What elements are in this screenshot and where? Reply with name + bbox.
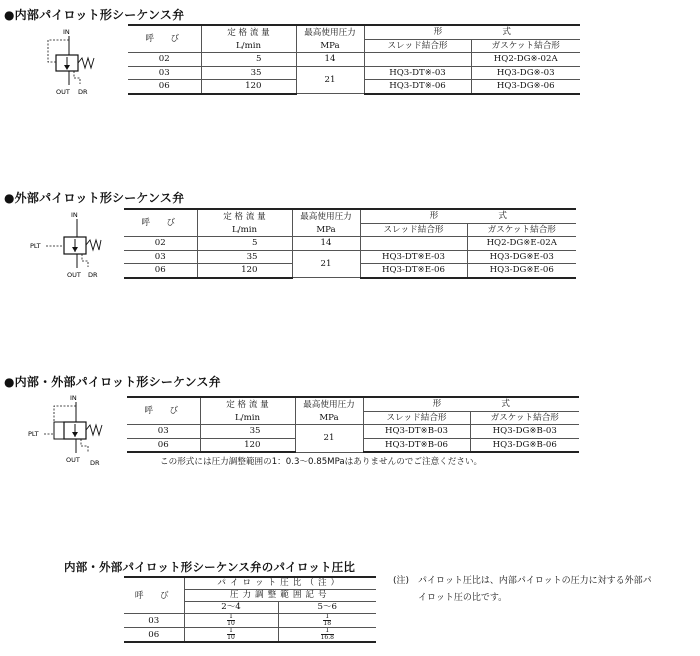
spec-table-external <box>124 208 576 279</box>
spec-table-internal <box>128 24 580 95</box>
header-pressure-unit: MPa <box>296 39 364 53</box>
cell-gasket: HQ2-DG※-02A <box>471 53 580 67</box>
header-yobi: 呼 び <box>127 397 200 425</box>
cell-flow: 120 <box>200 438 295 452</box>
table-row <box>124 628 376 643</box>
header-flow: 定 格 流 量 <box>201 25 296 39</box>
header-yobi: 呼 び <box>124 209 197 237</box>
table-header-row <box>127 397 579 411</box>
header-thread: スレッド結合形 <box>360 223 467 237</box>
table-header-row <box>124 577 376 590</box>
port-out-label: OUT <box>66 456 80 464</box>
cell-flow: 35 <box>201 66 296 80</box>
cell-yobi: 03 <box>124 614 184 628</box>
valve-symbol-internal-external <box>28 389 104 467</box>
port-dr-label: DR <box>78 88 88 96</box>
cell-thread: HQ3-DT※-06 <box>364 80 471 94</box>
port-out-label: OUT <box>67 271 81 279</box>
header-pressure: 最高使用圧力 <box>292 209 360 223</box>
fraction: $\frac{1}{16.8}$ <box>320 627 334 641</box>
cell-flow: 5 <box>201 53 296 67</box>
fraction: $\frac{1}{10}$ <box>227 613 235 627</box>
header-col1: 2～4 <box>184 602 278 614</box>
cell-yobi: 02 <box>124 237 197 251</box>
header-flow: 定 格 流 量 <box>200 397 295 411</box>
cell-yobi: 03 <box>128 66 201 80</box>
cell-thread: HQ3-DT※-03 <box>364 66 471 80</box>
cell-flow: 120 <box>197 264 292 278</box>
ratio-title: 内部・外部パイロット形シーケンス弁のパイロット圧比 <box>64 560 356 574</box>
cell-ratio <box>278 614 376 628</box>
port-in-label: IN <box>70 394 77 402</box>
cell-thread: HQ3-DT※B-06 <box>363 438 470 452</box>
cell-flow: 35 <box>197 250 292 264</box>
header-range: 圧力調整範囲記号 <box>184 590 376 602</box>
cell-flow: 120 <box>201 80 296 94</box>
cell-pressure: 14 <box>292 237 360 251</box>
ratio-footnote-line-1: (注) パイロット圧比は、内部パイロットの圧力に対する外部パ <box>393 576 652 586</box>
range-note: この形式には圧力調整範囲の1：0.3～0.85MPaはありませんのでご注意ください。 <box>160 457 483 467</box>
ratio-footnote-line-2: イロット圧の比です。 <box>418 593 508 603</box>
table-row <box>124 250 576 264</box>
header-flow-unit: L/min <box>200 411 295 425</box>
cell-yobi: 06 <box>124 628 184 643</box>
cell-thread: HQ3-DT※E-03 <box>360 250 467 264</box>
cell-gasket: HQ3-DG※B-06 <box>470 438 579 452</box>
header-thread: スレッド結合形 <box>363 411 470 425</box>
table-row <box>128 53 580 67</box>
valve-symbol-internal <box>42 26 100 98</box>
spec-table-internal-external <box>127 396 579 453</box>
cell-flow: 35 <box>200 425 295 439</box>
header-pressure: 最高使用圧力 <box>296 25 364 39</box>
cell-yobi: 03 <box>127 425 200 439</box>
table-row <box>128 66 580 80</box>
cell-thread: HQ3-DT※E-06 <box>360 264 467 278</box>
header-flow-unit: L/min <box>197 223 292 237</box>
cell-yobi: 06 <box>128 80 201 94</box>
cell-ratio <box>184 628 278 643</box>
cell-yobi: 03 <box>124 250 197 264</box>
cell-pressure: 21 <box>292 250 360 278</box>
port-in-label: IN <box>71 211 78 219</box>
header-model: 形 式 <box>364 25 580 39</box>
cell-thread <box>360 237 467 251</box>
cell-gasket: HQ3-DG※B-03 <box>470 425 579 439</box>
header-yobi: 呼 び <box>128 25 201 53</box>
cell-gasket: HQ3-DG※-06 <box>471 80 580 94</box>
table-row <box>124 237 576 251</box>
cell-gasket: HQ3-DG※E-03 <box>467 250 576 264</box>
header-yobi: 呼 び <box>124 577 184 614</box>
fraction: $\frac{1}{10}$ <box>227 627 235 641</box>
cell-flow: 5 <box>197 237 292 251</box>
table-row <box>124 614 376 628</box>
port-plt-label: PLT <box>30 242 41 250</box>
header-col2: 5～6 <box>278 602 376 614</box>
header-pressure-unit: MPa <box>292 223 360 237</box>
valve-symbol-external <box>30 207 102 281</box>
table-header-row <box>124 209 576 223</box>
cell-yobi: 06 <box>127 438 200 452</box>
ratio-table <box>124 576 376 643</box>
port-in-label: IN <box>63 28 70 36</box>
port-out-label: OUT <box>56 88 70 96</box>
table-header-row <box>128 25 580 39</box>
cell-gasket: HQ3-DG※E-06 <box>467 264 576 278</box>
header-flow-unit: L/min <box>201 39 296 53</box>
header-pressure-unit: MPa <box>295 411 363 425</box>
header-thread: スレッド結合形 <box>364 39 471 53</box>
cell-yobi: 06 <box>124 264 197 278</box>
header-flow: 定 格 流 量 <box>197 209 292 223</box>
section-title-internal-external: ●内部・外部パイロット形シーケンス弁 <box>4 375 221 389</box>
port-dr-label: DR <box>88 271 98 279</box>
header-gasket: ガスケット結合形 <box>471 39 580 53</box>
port-dr-label: DR <box>90 459 100 467</box>
cell-pressure: 21 <box>296 66 364 94</box>
section-title-internal: ●内部パイロット形シーケンス弁 <box>4 8 185 22</box>
port-plt-label: PLT <box>28 430 39 438</box>
cell-gasket: HQ3-DG※-03 <box>471 66 580 80</box>
cell-gasket: HQ2-DG※E-02A <box>467 237 576 251</box>
header-ratio: パイロット圧比（注） <box>184 577 376 590</box>
header-pressure: 最高使用圧力 <box>295 397 363 411</box>
cell-pressure: 21 <box>295 425 363 453</box>
header-model: 形 式 <box>363 397 579 411</box>
cell-yobi: 02 <box>128 53 201 67</box>
header-gasket: ガスケット結合形 <box>467 223 576 237</box>
header-model: 形 式 <box>360 209 576 223</box>
header-gasket: ガスケット結合形 <box>470 411 579 425</box>
table-row <box>127 425 579 439</box>
section-title-external: ●外部パイロット形シーケンス弁 <box>4 191 185 205</box>
cell-pressure: 14 <box>296 53 364 67</box>
cell-ratio <box>278 628 376 643</box>
cell-ratio <box>184 614 278 628</box>
cell-thread <box>364 53 471 67</box>
fraction: $\frac{1}{18}$ <box>323 613 332 627</box>
cell-thread: HQ3-DT※B-03 <box>363 425 470 439</box>
